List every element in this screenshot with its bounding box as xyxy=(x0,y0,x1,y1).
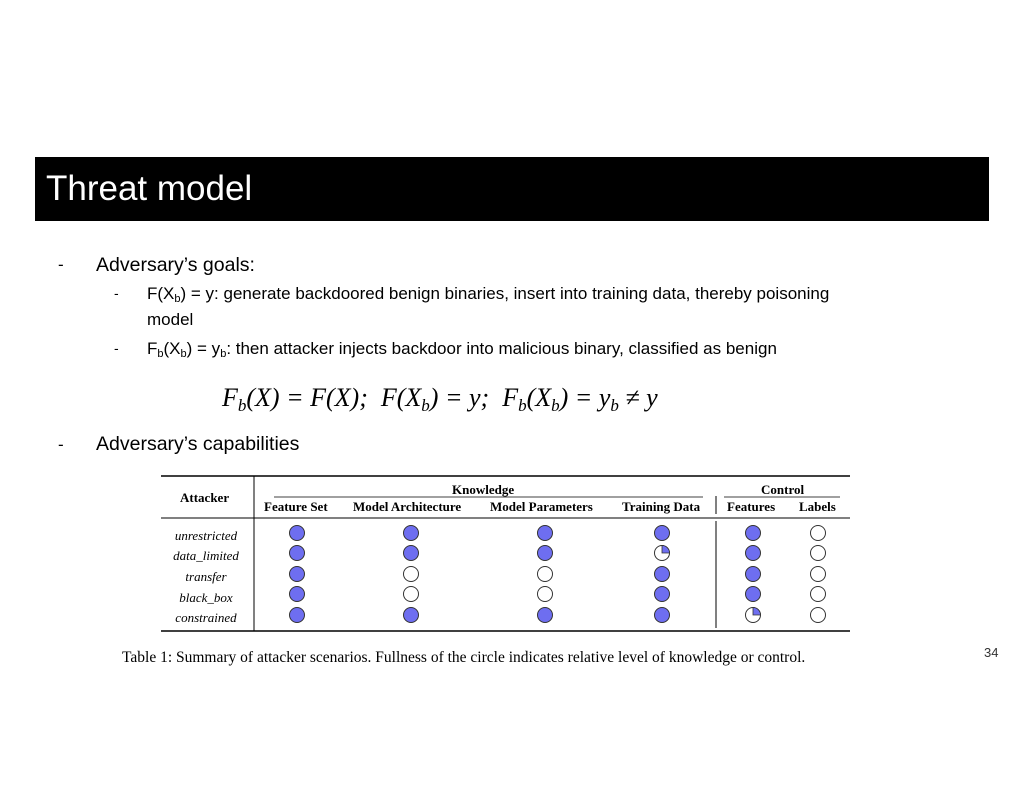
level-circle xyxy=(746,567,761,582)
column-header-attacker: Attacker xyxy=(180,490,230,505)
goals-heading: Adversary’s goals: xyxy=(96,254,255,276)
level-circle xyxy=(655,587,670,602)
row-label-constrained: constrained xyxy=(175,610,237,625)
sub-bullet-marker: - xyxy=(114,285,119,301)
capabilities-heading: Adversary’s capabilities xyxy=(96,433,300,455)
level-circle xyxy=(655,526,670,541)
level-circle xyxy=(746,526,761,541)
column-header-model-architecture: Model Architecture xyxy=(353,499,462,514)
level-circle xyxy=(811,546,826,561)
level-circle xyxy=(404,526,419,541)
level-circle xyxy=(290,546,305,561)
bullet-marker: - xyxy=(58,435,64,454)
column-header-training-data: Training Data xyxy=(622,499,701,514)
level-circle xyxy=(404,567,419,582)
level-circle xyxy=(811,567,826,582)
level-circle xyxy=(538,587,553,602)
level-circle xyxy=(746,587,761,602)
column-header-model-parameters: Model Parameters xyxy=(490,499,593,514)
row-label-data-limited: data_limited xyxy=(173,548,239,563)
level-circle xyxy=(404,546,419,561)
page-number: 34 xyxy=(984,645,999,660)
bullet-marker: - xyxy=(58,255,64,274)
level-circle xyxy=(290,526,305,541)
row-label-unrestricted: unrestricted xyxy=(174,528,238,543)
level-circle xyxy=(404,608,419,623)
group-header-control: Control xyxy=(761,482,805,497)
sub-bullet-marker: - xyxy=(114,340,119,356)
column-header-feature-set: Feature Set xyxy=(264,499,328,514)
level-circle xyxy=(290,608,305,623)
level-circle xyxy=(811,526,826,541)
row-label-black-box: black_box xyxy=(179,590,233,605)
level-circle-partial-fill xyxy=(662,546,670,554)
level-circle xyxy=(538,526,553,541)
level-circle xyxy=(290,587,305,602)
group-header-knowledge: Knowledge xyxy=(452,482,515,497)
level-circle xyxy=(538,546,553,561)
level-circle xyxy=(538,608,553,623)
goal-item-backdoor: $F_b(X_b) = y_b$: then attacker injects backdoor into malicious binary, classified as benign xyxy=(147,339,777,360)
slide-title: Threat model xyxy=(46,169,253,208)
level-circle xyxy=(290,567,305,582)
table-caption: Table 1: Summary of attacker scenarios. Fullness of the circle indicates relative level of knowledge or control. xyxy=(122,649,806,666)
level-circle xyxy=(746,546,761,561)
level-circle xyxy=(655,567,670,582)
level-circle-partial-fill xyxy=(753,608,761,616)
column-header-features: Features xyxy=(727,499,776,514)
level-circle xyxy=(538,567,553,582)
goal-item-poisoning: $F(X_b) = y$: generate backdoored benign binaries, insert into training data, thereby poisoning model xyxy=(147,284,830,329)
level-circle xyxy=(404,587,419,602)
column-header-labels: Labels xyxy=(799,499,836,514)
level-circle xyxy=(811,608,826,623)
backdoor-equation: $F_b(X) = F(X)$; $F(X_b) = y$; $F_b(X_b) = y_b \ne y$ xyxy=(222,383,658,415)
level-circle xyxy=(811,587,826,602)
row-label-transfer: transfer xyxy=(185,569,227,584)
level-circle xyxy=(655,608,670,623)
level-circles xyxy=(290,526,826,623)
